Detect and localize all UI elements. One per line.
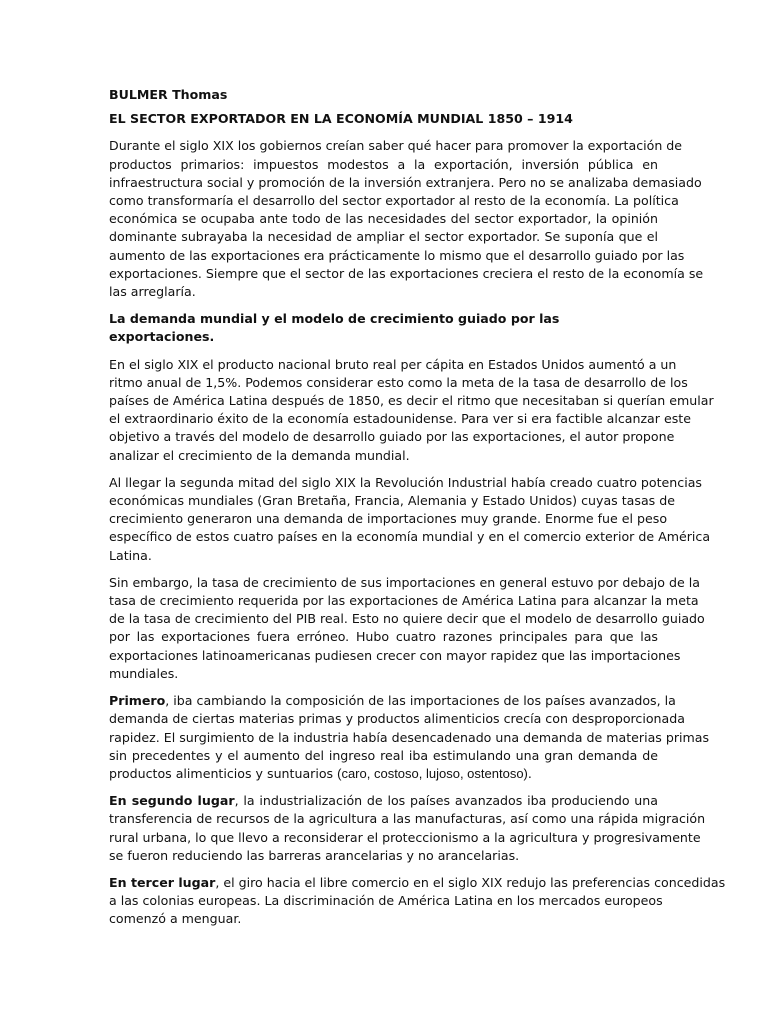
paragraph-line: aumento de las exportaciones era prácticamente lo mismo que el desarrollo guiado por las — [109, 247, 685, 263]
paragraph-line: de la tasa de crecimiento del PIB real. Esto no quiere decir que el modelo de desarrollo guiado — [109, 611, 705, 627]
paragraph-line: rapidez. El surgimiento de la industria había desencadenado una demanda de materias primas — [109, 729, 710, 745]
paragraph-line: comenzó a menguar. — [109, 911, 242, 927]
paragraph-line: productos primarios: impuestos modestos a la exportación, inversión pública en — [109, 156, 658, 172]
paragraph-line — [109, 874, 726, 892]
paragraph-line: se fueron reduciendo las barreras arancelarias y no arancelarias. — [109, 847, 520, 863]
author: BULMER Thomas — [109, 87, 228, 102]
reason-text: , iba cambiando la composición de las importaciones de los países avanzados, la — [165, 693, 676, 709]
paragraph-line — [109, 692, 676, 710]
paragraph-line: el extraordinario éxito de la economía estadounidense. Para ver si era factible alcanzar este — [109, 411, 691, 427]
paragraph-line: ritmo anual de 1,5%. Podemos considerar esto como la meta de la tasa de desarrollo de los — [109, 374, 688, 390]
reason-text: , la industrialización de los países avanzados iba produciendo una — [234, 793, 658, 809]
paragraph-imports — [109, 574, 705, 683]
paragraph-line: infraestructura social y promoción de la inversión extranjera. Pero no se analizaba demasiado — [109, 174, 702, 190]
document-page — [109, 86, 726, 938]
reason-text: productos alimenticios y suntuarios — [109, 765, 338, 781]
paragraph-line: por las exportaciones fuera erróneo. Hubo cuatro razones principales para que las — [109, 629, 658, 645]
reason-lead: Primero — [109, 693, 166, 709]
paragraph-line: Sin embargo, la tasa de crecimiento de sus importaciones en general estuvo por debajo de la — [109, 574, 700, 590]
reason-text: . — [527, 765, 532, 781]
paragraph-line: analizar el crecimiento de la demanda mundial. — [109, 447, 410, 463]
paragraph-line: demanda de ciertas materias primas y productos alimenticios crecía con desproporcionada — [109, 711, 685, 727]
paragraph-line: países de América Latina después de 1850, es decir el ritmo que necesitaban si querían emular — [109, 393, 714, 409]
paragraph-line: En el siglo XIX el producto nacional bruto real per cápita en Estados Unidos aumentó a un — [109, 356, 677, 372]
paragraph-line: crecimiento generaron una demanda de importaciones muy grande. Enorme fue el peso — [109, 511, 668, 527]
reason-lead: En tercer lugar — [109, 874, 216, 890]
paragraph-line: rural urbana, lo que llevo a reconsiderar el proteccionismo a la agricultura y progresivamente — [109, 829, 701, 845]
paragraph-demand — [109, 356, 714, 465]
paragraph-intro — [109, 137, 704, 301]
paragraph-second-reason — [109, 792, 706, 865]
section-heading: La demanda mundial y el modelo de crecimiento guiado por las exportaciones. — [109, 311, 560, 345]
paragraph-line: Al llegar la segunda mitad del siglo XIX la Revolución Industrial había creado cuatro potencias — [109, 474, 702, 490]
paragraph-line — [109, 765, 658, 783]
paragraph-line: exportaciones. Siempre que el sector de las exportaciones creciera el resto de la economía se — [109, 265, 704, 281]
paragraph-third-reason — [109, 874, 726, 929]
paragraph-line: mundiales. — [109, 665, 179, 681]
paragraph-line: económicas mundiales (Gran Bretaña, Francia, Alemania y Estado Unidos) cuyas tasas de — [109, 493, 675, 509]
paragraph-line — [109, 792, 658, 810]
paragraph-line: Latina. — [109, 547, 152, 563]
reason-text: , el giro hacia el libre comercio en el siglo XIX redujo las preferencias concedidas — [215, 874, 726, 890]
paragraph-line: dominante subrayaba la necesidad de ampliar el sector exportador. Se suponía que el — [109, 229, 658, 245]
paragraph-line: objetivo a través del modelo de desarrollo guiado por las exportaciones, el autor propone — [109, 429, 675, 445]
paragraph-line: como transformaría el desarrollo del sector exportador al resto de la economía. La política — [109, 193, 679, 209]
paragraph-line: sin precedentes y el aumento del ingreso real iba estimulando una gran demanda de — [109, 747, 658, 763]
paragraph-line: transferencia de recursos de la agricultura a las manufacturas, así como una rápida migración — [109, 811, 706, 827]
paragraph-line: Durante el siglo XIX los gobiernos creían saber qué hacer para promover la exportación de — [109, 138, 683, 154]
paragraph-line: las arreglaría. — [109, 284, 196, 300]
paragraph-line: exportaciones latinoamericanas pudiesen crecer con mayor rapidez que las importaciones — [109, 647, 681, 663]
paragraph-first-reason — [109, 692, 710, 783]
paragraph-line: tasa de crecimiento requerida por las exportaciones de América Latina para alcanzar la meta — [109, 593, 699, 609]
paragraph-line: específico de estos cuatro países en la economía mundial y en el comercio exterior de América — [109, 529, 711, 545]
paragraph-line: a las colonias europeas. La discriminación de América Latina en los mercados europeos — [109, 893, 663, 909]
reason-lead: En segundo lugar — [109, 793, 235, 809]
paragraph-powers — [109, 474, 711, 565]
parenthetical-note: (caro, costoso, lujoso, ostentoso) — [337, 765, 528, 781]
document-title: EL SECTOR EXPORTADOR EN LA ECONOMÍA MUNDIAL 1850 – 1914 — [109, 111, 573, 127]
paragraph-line: económica se ocupaba ante todo de las necesidades del sector exportador, la opinión — [109, 211, 658, 227]
